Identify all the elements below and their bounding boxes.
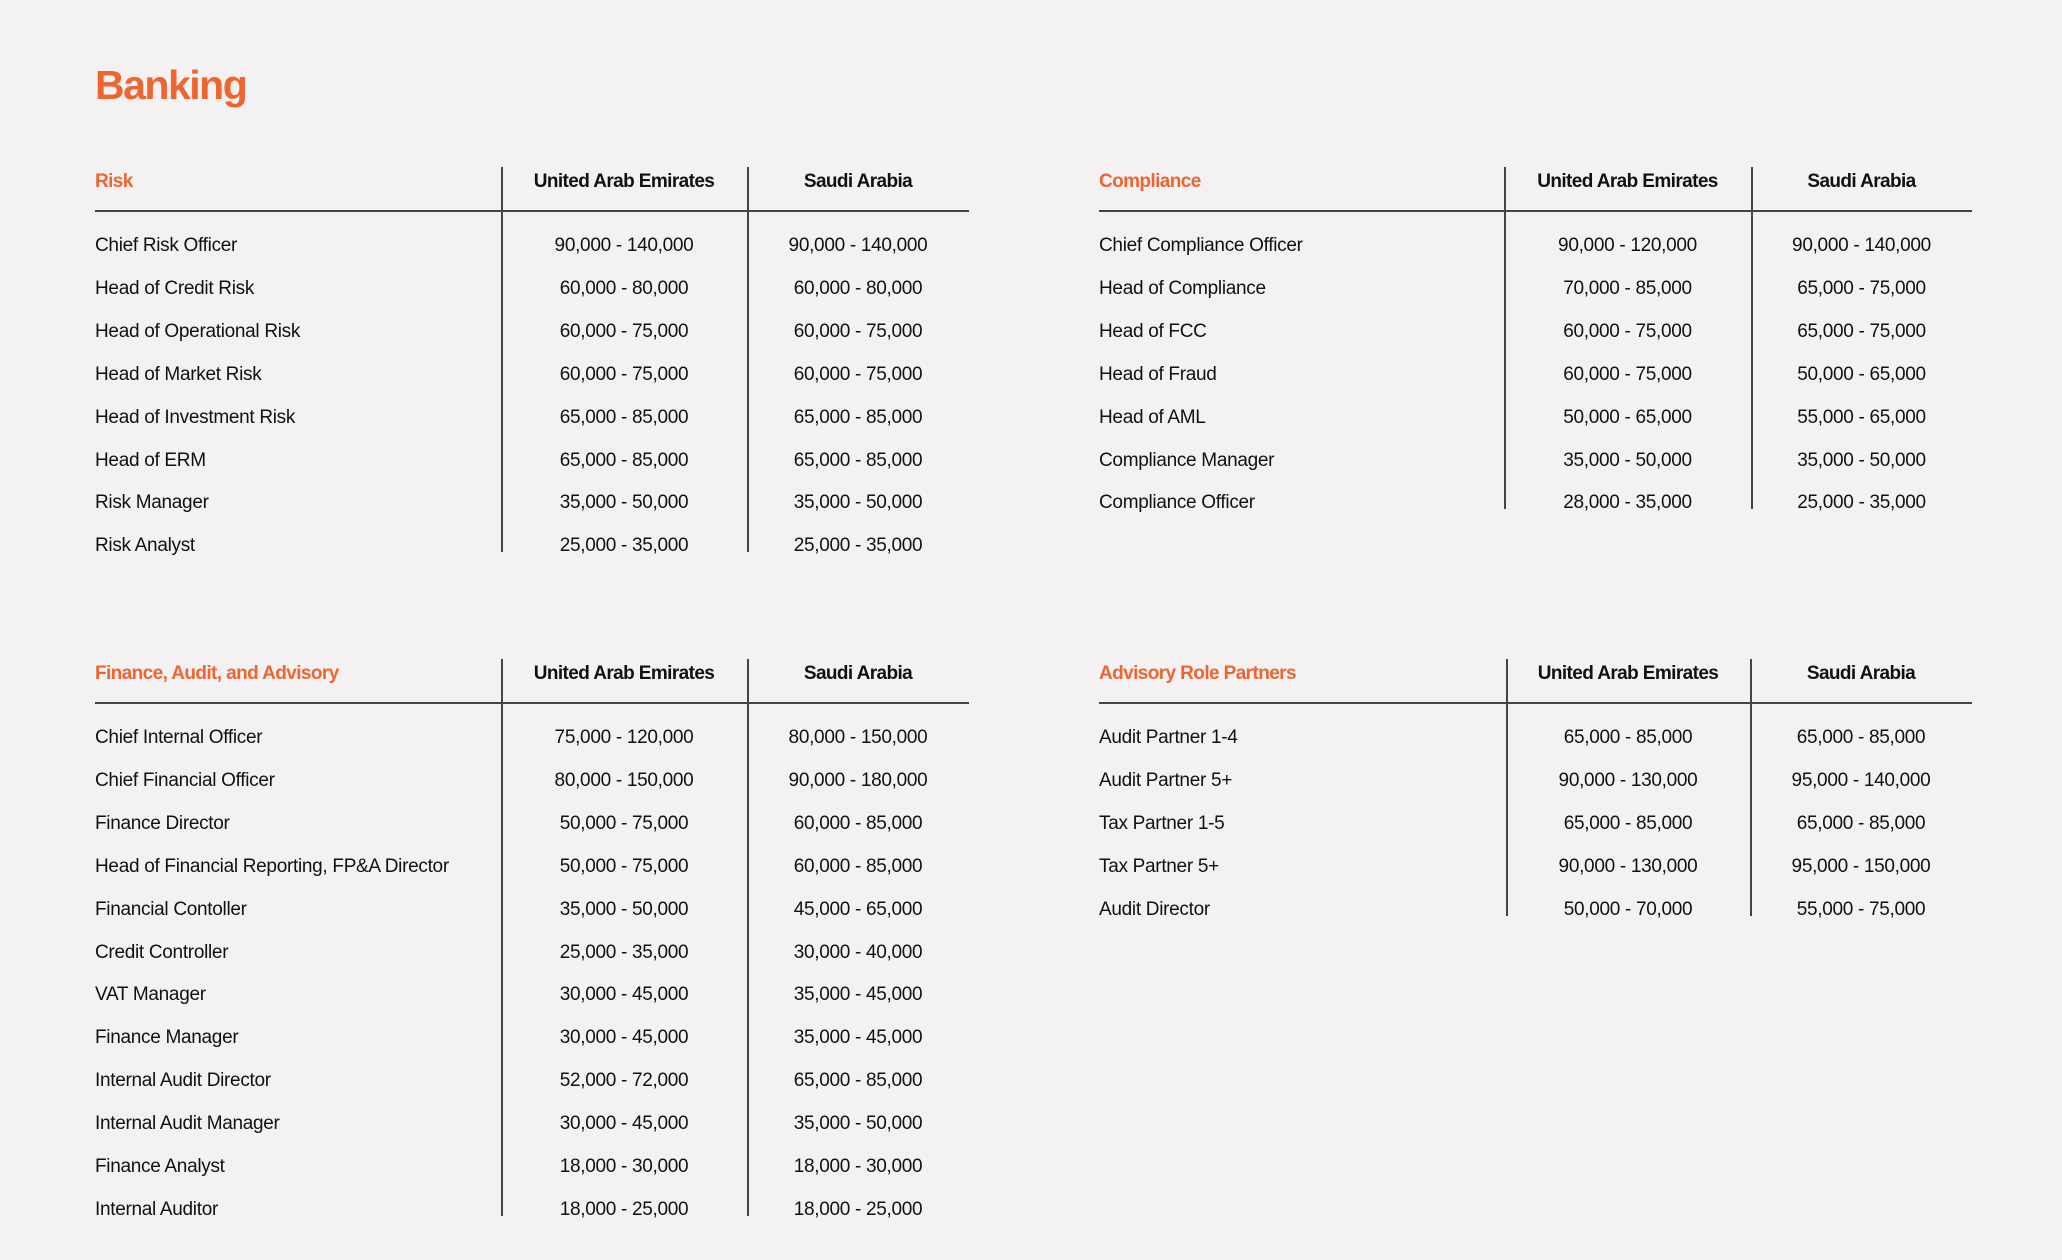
role-name: Chief Internal Officer — [95, 727, 263, 748]
salary-uae: 80,000 - 150,000 — [554, 769, 694, 791]
salary-ksa: 35,000 - 45,000 — [793, 1027, 923, 1049]
role-name: Chief Risk Officer — [95, 235, 238, 256]
salary-table-risk — [95, 167, 969, 562]
column-header-uae: United Arab Emirates — [533, 171, 715, 192]
table-row — [95, 1154, 969, 1180]
table-row — [95, 490, 969, 516]
salary-ksa: 60,000 - 75,000 — [793, 320, 923, 342]
role-name: Risk Analyst — [95, 535, 195, 557]
role-name: Compliance Manager — [1099, 449, 1275, 471]
role-name: Audit Partner 5+ — [1099, 769, 1233, 791]
salary-uae: 52,000 - 72,000 — [559, 1070, 689, 1092]
salary-ksa: 55,000 - 75,000 — [1796, 898, 1926, 920]
table-row — [95, 1111, 969, 1137]
table-row — [1099, 362, 1972, 388]
salary-table-compliance — [1099, 167, 1972, 519]
salary-uae: 25,000 - 35,000 — [559, 535, 689, 557]
role-name: Tax Partner 1-5 — [1099, 812, 1225, 834]
salary-uae: 30,000 - 45,000 — [559, 1113, 689, 1135]
role-name: Internal Auditor — [95, 1198, 219, 1220]
table-row — [95, 982, 969, 1008]
salary-uae: 60,000 - 75,000 — [559, 320, 689, 342]
table-row — [1099, 490, 1972, 516]
salary-ksa: 18,000 - 25,000 — [793, 1198, 923, 1220]
column-header-uae: United Arab Emirates — [1537, 171, 1718, 192]
role-name: VAT Manager — [95, 984, 206, 1006]
salary-ksa: 30,000 - 40,000 — [793, 941, 923, 963]
category-header: Finance, Audit, and Advisory — [95, 663, 339, 684]
table-row — [95, 940, 969, 966]
salary-uae: 75,000 - 120,000 — [554, 727, 694, 748]
salary-uae: 30,000 - 45,000 — [559, 1027, 689, 1049]
role-name: Head of Fraud — [1099, 363, 1217, 385]
salary-ksa: 18,000 - 30,000 — [793, 1156, 923, 1177]
role-name: Internal Audit Director — [95, 1070, 271, 1092]
salary-ksa: 65,000 - 85,000 — [1796, 727, 1926, 748]
category-header: Compliance — [1099, 171, 1201, 192]
salary-ksa: 65,000 - 85,000 — [793, 1070, 923, 1092]
salary-uae: 65,000 - 85,000 — [1563, 727, 1693, 748]
table-row — [1099, 811, 1972, 837]
role-name: Head of Financial Reporting, FP&A Director — [95, 855, 449, 877]
role-name: Head of Compliance — [1099, 277, 1266, 299]
role-name: Audit Director — [1099, 898, 1210, 920]
role-name: Head of Credit Risk — [95, 277, 255, 299]
header-divider — [95, 702, 969, 704]
table-row — [95, 1025, 969, 1051]
role-name: Head of ERM — [95, 449, 206, 471]
salary-uae: 90,000 - 130,000 — [1558, 855, 1698, 877]
salary-ksa: 25,000 - 35,000 — [1797, 492, 1926, 514]
salary-ksa: 65,000 - 85,000 — [1796, 812, 1926, 834]
role-name: Head of AML — [1099, 406, 1206, 428]
salary-uae: 35,000 - 50,000 — [559, 898, 689, 920]
category-header: Risk — [95, 171, 133, 192]
salary-table-advisory — [1099, 659, 1972, 926]
salary-ksa: 95,000 - 140,000 — [1791, 769, 1931, 791]
table-row — [1099, 897, 1972, 923]
salary-ksa: 50,000 - 65,000 — [1797, 363, 1926, 385]
role-name: Head of FCC — [1099, 320, 1207, 342]
column-header-ksa: Saudi Arabia — [803, 171, 913, 192]
category-header: Advisory Role Partners — [1099, 663, 1296, 684]
salary-uae: 65,000 - 85,000 — [559, 406, 689, 428]
column-header-ksa: Saudi Arabia — [1807, 171, 1916, 192]
column-header-ksa: Saudi Arabia — [1806, 663, 1916, 684]
salary-ksa: 60,000 - 80,000 — [793, 277, 923, 299]
table-row — [95, 725, 969, 751]
salary-uae: 35,000 - 50,000 — [559, 492, 689, 514]
role-name: Head of Operational Risk — [95, 320, 301, 342]
role-name: Financial Contoller — [95, 898, 247, 920]
table-row — [95, 1068, 969, 1094]
table-row — [95, 233, 969, 259]
table-row — [1099, 854, 1972, 880]
table-row — [95, 897, 969, 923]
role-name: Risk Manager — [95, 492, 209, 514]
table-row — [95, 854, 969, 880]
salary-uae: 60,000 - 75,000 — [559, 363, 689, 385]
table-row — [1099, 319, 1972, 345]
page-title: Banking — [95, 62, 247, 108]
role-name: Chief Compliance Officer — [1099, 235, 1303, 256]
salary-ksa: 25,000 - 35,000 — [793, 535, 923, 557]
column-header-uae: United Arab Emirates — [533, 663, 715, 684]
salary-ksa: 45,000 - 65,000 — [793, 898, 923, 920]
table-row — [1099, 768, 1972, 794]
salary-uae: 60,000 - 80,000 — [559, 277, 689, 299]
salary-uae: 30,000 - 45,000 — [559, 984, 689, 1006]
salary-ksa: 90,000 - 180,000 — [788, 769, 928, 791]
salary-ksa: 65,000 - 85,000 — [793, 406, 923, 428]
salary-ksa: 60,000 - 85,000 — [793, 855, 923, 877]
salary-ksa: 55,000 - 65,000 — [1797, 406, 1926, 428]
column-header-uae: United Arab Emirates — [1537, 663, 1719, 684]
salary-ksa: 65,000 - 85,000 — [793, 449, 923, 471]
salary-uae: 18,000 - 30,000 — [559, 1156, 689, 1177]
header-divider — [1099, 210, 1972, 212]
salary-table-finance — [95, 659, 969, 1226]
salary-uae: 18,000 - 25,000 — [559, 1198, 689, 1220]
table-row — [1099, 725, 1972, 751]
salary-uae: 60,000 - 75,000 — [1563, 320, 1692, 342]
table-row — [95, 768, 969, 794]
column-header-ksa: Saudi Arabia — [803, 663, 913, 684]
role-name: Internal Audit Manager — [95, 1113, 280, 1135]
role-name: Audit Partner 1-4 — [1099, 727, 1238, 748]
table-row — [95, 448, 969, 474]
table-row — [95, 1197, 969, 1223]
salary-ksa: 65,000 - 75,000 — [1797, 320, 1926, 342]
header-divider — [95, 210, 969, 212]
role-name: Finance Director — [95, 812, 230, 834]
salary-ksa: 90,000 - 140,000 — [1792, 235, 1931, 256]
salary-ksa: 90,000 - 140,000 — [788, 235, 928, 256]
salary-uae: 50,000 - 75,000 — [559, 855, 689, 877]
salary-uae: 90,000 - 120,000 — [1558, 235, 1697, 256]
role-name: Finance Manager — [95, 1027, 239, 1049]
table-row — [1099, 233, 1972, 259]
salary-ksa: 60,000 - 75,000 — [793, 363, 923, 385]
role-name: Tax Partner 5+ — [1099, 855, 1219, 877]
table-row — [95, 319, 969, 345]
table-row — [95, 533, 969, 559]
salary-uae: 50,000 - 65,000 — [1563, 406, 1692, 428]
salary-ksa: 35,000 - 50,000 — [793, 492, 923, 514]
header-divider — [1099, 702, 1972, 704]
salary-ksa: 65,000 - 75,000 — [1797, 277, 1926, 299]
role-name: Finance Analyst — [95, 1156, 225, 1177]
role-name: Chief Financial Officer — [95, 769, 275, 791]
salary-uae: 60,000 - 75,000 — [1563, 363, 1692, 385]
salary-ksa: 60,000 - 85,000 — [793, 812, 923, 834]
table-row — [95, 276, 969, 302]
salary-uae: 90,000 - 130,000 — [1558, 769, 1698, 791]
salary-uae: 70,000 - 85,000 — [1563, 277, 1692, 299]
salary-uae: 25,000 - 35,000 — [559, 941, 689, 963]
salary-uae: 65,000 - 85,000 — [1563, 812, 1693, 834]
salary-ksa: 95,000 - 150,000 — [1791, 855, 1931, 877]
table-row — [1099, 448, 1972, 474]
table-row — [1099, 405, 1972, 431]
table-row — [95, 811, 969, 837]
role-name: Credit Controller — [95, 941, 229, 963]
role-name: Compliance Officer — [1099, 492, 1255, 514]
role-name: Head of Investment Risk — [95, 406, 296, 428]
table-row — [95, 362, 969, 388]
salary-uae: 65,000 - 85,000 — [559, 449, 689, 471]
salary-uae: 28,000 - 35,000 — [1563, 492, 1692, 514]
table-row — [95, 405, 969, 431]
salary-ksa: 35,000 - 50,000 — [1797, 449, 1926, 471]
role-name: Head of Market Risk — [95, 363, 262, 385]
salary-uae: 90,000 - 140,000 — [554, 235, 694, 256]
table-row — [1099, 276, 1972, 302]
salary-uae: 35,000 - 50,000 — [1563, 449, 1692, 471]
salary-ksa: 35,000 - 45,000 — [793, 984, 923, 1006]
salary-ksa: 80,000 - 150,000 — [788, 727, 928, 748]
salary-uae: 50,000 - 70,000 — [1563, 898, 1693, 920]
salary-uae: 50,000 - 75,000 — [559, 812, 689, 834]
salary-ksa: 35,000 - 50,000 — [793, 1113, 923, 1135]
